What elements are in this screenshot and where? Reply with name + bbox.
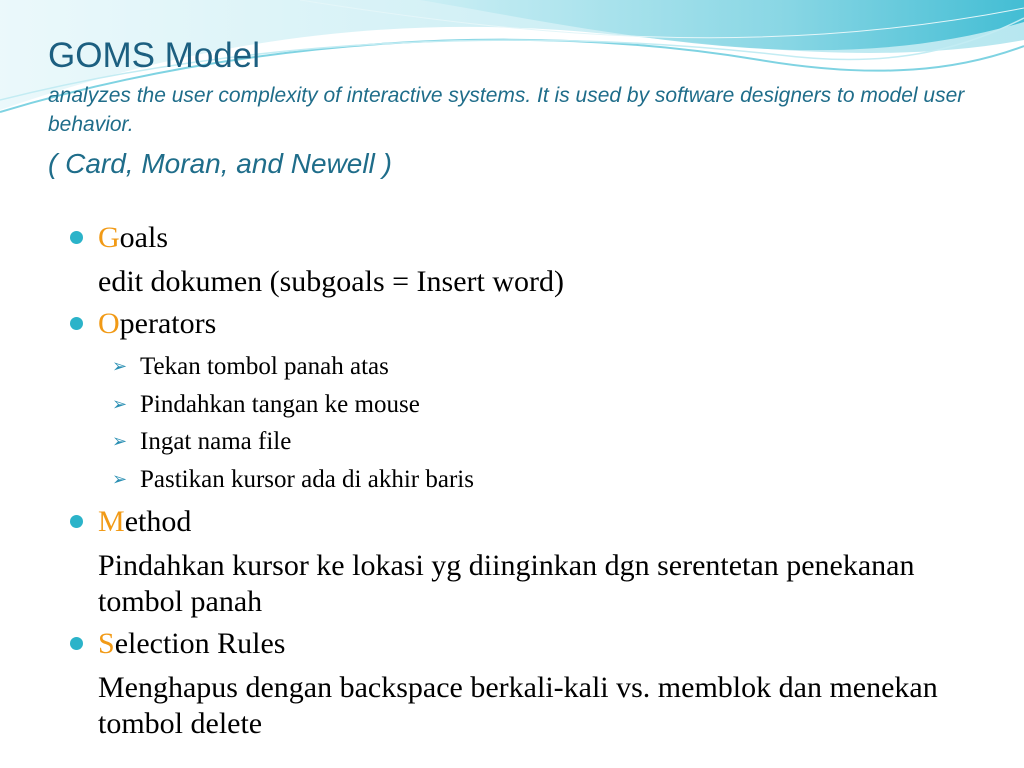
method-detail: Pindahkan kursor ke lokasi yg diinginkan dgn serentetan penekanan tombol panah bbox=[98, 549, 915, 618]
arrow-bullet-icon: ➢ bbox=[112, 468, 128, 490]
arrow-bullet-icon: ➢ bbox=[112, 431, 128, 452]
list-item bbox=[112, 386, 970, 424]
operators-initial: O bbox=[98, 307, 120, 340]
bullet-method bbox=[70, 504, 970, 540]
method-initial: M bbox=[98, 505, 125, 538]
circle-bullet-icon bbox=[70, 637, 83, 650]
operator-item-label: Pindahkan tangan ke mouse bbox=[140, 390, 420, 418]
selection-rules-initial: S bbox=[98, 627, 115, 660]
selection-rules-detail: Menghapus dengan backspace berkali-kali vs. memblok dan menekan tombol delete bbox=[98, 671, 938, 740]
operators-list bbox=[70, 348, 970, 498]
operators-label: perators bbox=[119, 307, 217, 340]
slide-title: GOMS Model bbox=[48, 36, 260, 75]
slide-citation: ( Card, Moran, and Newell ) bbox=[48, 148, 392, 179]
operator-item-label: Pastikan kursor ada di akhir baris bbox=[140, 465, 474, 493]
circle-bullet-icon bbox=[70, 515, 83, 528]
slide-subtitle: analyzes the user complexity of interactive systems. It is used by software designers to model user behavior. bbox=[48, 84, 965, 136]
bullet-selection-rules bbox=[70, 626, 970, 662]
goals-detail: edit dokumen (subgoals = Insert word) bbox=[98, 265, 564, 298]
list-item bbox=[112, 461, 970, 499]
list-item bbox=[112, 423, 970, 461]
bullet-operators bbox=[70, 306, 970, 342]
operator-item-label: Ingat nama file bbox=[140, 428, 292, 455]
list-item bbox=[112, 348, 970, 386]
bullet-goals bbox=[70, 220, 970, 256]
arrow-bullet-icon: ➢ bbox=[112, 356, 128, 377]
method-label: ethod bbox=[124, 505, 192, 538]
slide-body bbox=[70, 220, 970, 742]
circle-bullet-icon bbox=[70, 231, 83, 244]
operator-item-label: Tekan tombol panah atas bbox=[140, 353, 389, 380]
arrow-bullet-icon: ➢ bbox=[112, 393, 128, 415]
slide-header bbox=[48, 36, 988, 181]
goals-label: oals bbox=[119, 221, 168, 254]
goals-initial: G bbox=[98, 221, 120, 254]
circle-bullet-icon bbox=[70, 317, 83, 330]
selection-rules-label: election Rules bbox=[114, 627, 286, 660]
